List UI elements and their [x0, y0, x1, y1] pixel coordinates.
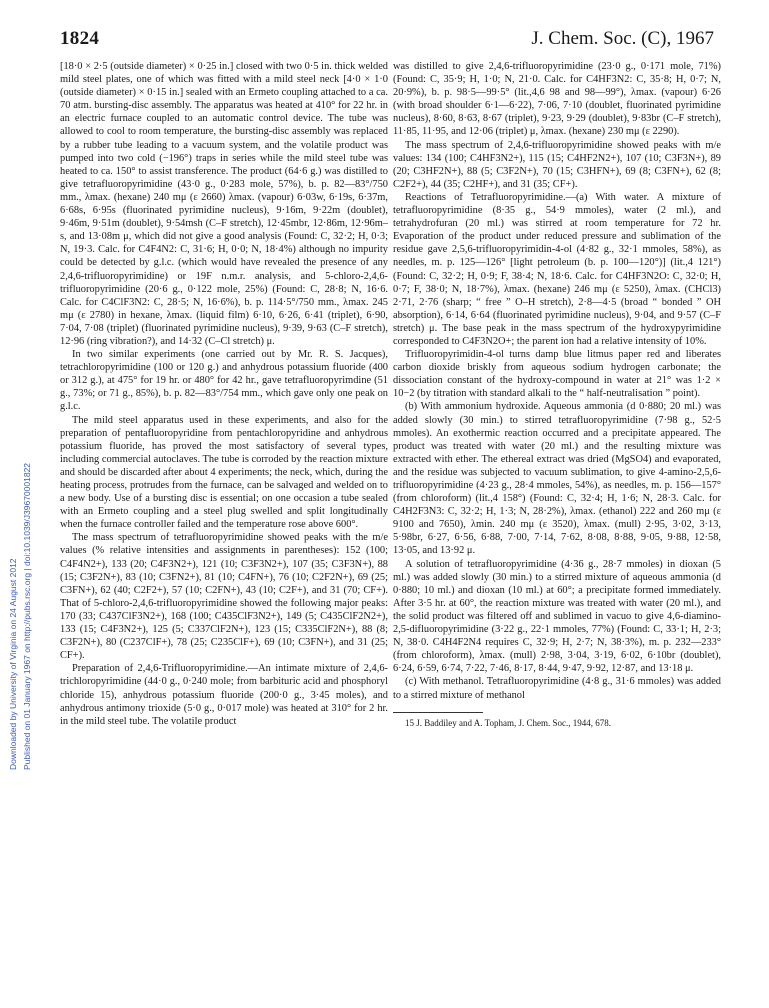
paragraph: The mass spectrum of 2,4,6-trifluoropyrimidine showed peaks with m/e values: 134 (100; C4HF3N2+), 115 (15; C4HF2N2+), 107 (10; C3F3N+), 89 (20; C3HF2N+), 88 (5; C3F2N+), 70 (15; C3HFN+), 69 (8; C3FN+), 62 (8; C2F2+), 44 (35; C2HF+), and 31 (35; CF+). [393, 139, 721, 190]
download-notice[interactable]: Downloaded by University of Virginia on 24 August 2012 [8, 558, 18, 770]
paragraph: In two similar experiments (one carried out by Mr. R. S. Jacques), tetrachloropyrimidine (100 or 120 g.) and anhydrous potassium fluoride (400 or 312 g.), at 475° for 19 hr. or 480° for 42 hr., gave tetrafluoropyrimdine (51 g., 73%; or 71 g., 85%), b. p. 82—83°/754 mm., which gave only one peak on g.l.c. [60, 349, 388, 413]
paragraph: was distilled to give 2,4,6-trifluoropyrimidine (23·0 g., 0·171 mole, 71%) (Found: C, 35·9; H, 1·0; N, 21·0. Calc. for C4HF3N2: C, 35·8; H, 0·7; N, 20·9%), b. p. 98·5—99·5° (lit.,4,6 98 and 98—99°), λmax. (vapour) 6·26 (with broad shoulder 6·1—6·22), 7·06, 7·10 (doublet, fluorinated pyrimidine nucleus), 8·60, 8·63, 8·67 (triplet), 9·23, 9·29 (doublet), 9·83br (C–F stretch), 11·85, 11·95, and 12·06 (triplet) μ, λmax. (hexane) 230 mμ (ε 2290). [393, 61, 721, 138]
publication-notice[interactable]: Published on 01 January 1967 on http://pubs.rsc.org | doi:10.1039/J39670001822 [22, 462, 32, 770]
page-number: 1824 [60, 28, 100, 49]
paragraph: Preparation of 2,4,6-Trifluoropyrimidine.—An intimate mixture of 2,4,6-trichloropyrimidine (44·0 g., 0·240 mole; from barbituric acid and phosphoryl chloride 15), anhydrous potassium fluoride (200·0 g., 3·45 moles), and anhydrous antimony trioxide (5·0 g., 0·017 mole) was heated at 310° for 2 hr. in the mild steel tube. The volatile product [60, 663, 388, 727]
paragraph: The mild steel apparatus used in these experiments, and also for the preparation of pentafluoropyridine from pentachloropyridine and anhydrous potassium fluoride, has proved the most satisfactory of several types, including commercial autoclaves. The tube is corroded by the reaction mixture and should be discarded after about 4 experiments; the neck, which, during the heating process, protrudes from the furnace, can be salvaged and welded on to a new body. Use of a bursting disc is essential; on one occasion a tube sealed with an Ermeto coupling and a steel plug swelled and split longitudinally when the furnace controller failed and the temperature rose above 600°. [60, 414, 388, 531]
paragraph: (c) With methanol. Tetrafluoropyrimidine (4·8 g., 31·6 mmoles) was added to a stirred mixture of methanol [393, 676, 721, 701]
paragraph: Trifluoropyrimidin-4-ol turns damp blue litmus paper red and liberates carbon dioxide briskly from aqueous sodium hydrogen carbonate; the dissociation constant of the hydroxy-compound in water at 21° was 1·2 × 10−2 (by titration with standard alkali to the “ half-neutralisation ” point). [393, 349, 721, 400]
paragraph: A solution of tetrafluoropyrimidine (4·36 g., 28·7 mmoles) in dioxan (5 ml.) was added slowly (30 min.) to a stirred mixture of aqueous ammonia (d 0·880; 10 ml.) and dioxan (10 ml.) at 60°; a precipitate formed immediately. After 3·5 hr. at 60°, the reaction mixture was treated with water (20 ml.), and the solid product was filtered off and sublimed in vacuo to give 4,6-diamino-2,5-difluoropyrimidine (3·22 g., 22·1 mmoles, 77%) (Found: C, 33·1; H, 2·3; N, 38·0. C4H4F2N4 requires C, 32·9; H, 2·7; N, 38·3%), m. p. 232—233° (from chloroform), λmax. (mull) 2·98, 3·04, 3·19, 6·02, 6·10br (doublet), 6·24, 6·59, 6·74, 7·22, 7·46, 8·17, 8·44, 9·47, 9·92, 12·87, and 13·18 μ. [393, 558, 721, 675]
footnote: 15 J. Baddiley and A. Topham, J. Chem. Soc., 1944, 678. [405, 717, 611, 728]
download-watermark [0, 210, 36, 770]
paragraph: [18·0 × 2·5 (outside diameter) × 0·25 in.] closed with two 0·5 in. thick welded mild steel plates, one of which was fitted with a mild steel neck [4·0 × 1·0 (outside diameter) × 0·15 in.] sealed with an Ermeto coupling attached to a ca. 70 atm. bursting-disc assembly. The apparatus was heated at 410° for 22 hr. in an electric furnace coupled to an automatic control device. The tube was allowed to cool to room temperature, the bursting-disc assembly was replaced by a rubber tube leading to a vacuum system, and the volatile product was pumped into two cold (−196°) traps in series while the mild steel tube was heated to ca. 150° to assist transference. The product (64·6 g.) was distilled to give tetrafluoropyrimidine (43·0 g., 0·283 mole, 57%), b. p. 82—83°/750 mm., λmax. (hexane) 240 mμ (ε 2660) λmax. (vapour) 6·03w, 6·19s, 6·37m, 6·68s, 6·95s (fluorinated pyrimidine nucleus), 9·16m, 9·22m (doublet), 9·46m, 9·51m (doublet), 9·54msh (C–F stretch), 12·45mbr, 12·86m, 12·96m–s, and 13·08m μ, which did not give a good analysis (Found: C, 32·2; H, 0·3; N, 19·3. Calc. for C4F4N2: C, 31·6; H, 0·0; N, 18·4%) although no impurity could be detected by g.l.c. (which would have revealed the presence of any 2,4,6-trifluoropyrimidine) or 19F n.m.r. analysis, and 5-chloro-2,4,6-trifluoropyrimidine (20·6 g., 0·122 mole, 25%) (Found: C, 28·8; N, 16·6. Calc. for C4ClF3N2: C, 28·5; N, 16·6%), b. p. 114·5°/750 mm., λmax. 245 mμ (ε 2780) in hexane, λmax. (liquid film) 6·10, 6·26, 6·41 (triplet), 6·90, 7·04, 7·08 (triplet) (fluorinated pyrimidine nucleus), 9·39, 9·63 (C–F stretch), 12·96 (ring vibration?), and 14·32 (C–Cl stretch) μ. [60, 61, 388, 347]
left-column [60, 60, 388, 1000]
paragraph: The mass spectrum of tetrafluoropyrimidine showed peaks with the m/e values (% relative intensities and assignments in parentheses): 152 (100; C4F4N2+), 133 (20; C4F3N2+), 121 (10; C3F3N2+), 107 (35; C3F3N+), 88 (15; C3F2N+), 83 (10; C3FN2+), 81 (10; C4FN+), 76 (10; C2F2N+), 69 (25; C3FN+), 62 (40; C2F2+), 57 (10; C2FN+), 43 (10; C2F+), and 31 (70; CF+). That of 5-chloro-2,4,6-trifluoropyrimidine showed the following major peaks: 170 (33; C437ClF3N2+), 168 (100; C435ClF3N2+), 149 (5; C435ClF2N2+), 133 (15; C4F3N2+), 125 (5; C337ClF2N+), 123 (15; C335ClF2N+), 88 (8; C3F2N+), 80 (C237ClF+), 78 (25; C235ClF+), 69 (10; C3FN+), and 31 (25; CF+). [60, 532, 388, 662]
paragraph: Reactions of Tetrafluoropyrimidine.—(a) With water. A mixture of tetrafluoropyrimidine (8·35 g., 54·9 mmoles), water (2 ml.), and tetrahydrofuran (20 ml.) was stirred at room temperature for 72 hr. Evaporation of the product under reduced pressure and sublimation of the residue gave 2,5,6-trifluoropyrimidin-4-ol (4·82 g., 32·1 mmoles, 58%), as needles, m. p. 125—126° [light petroleum (b. p. 100—120°)] (lit.,4 121°) (Found: C, 32·2; H, 0·9; F, 38·4; N, 18·6. Calc. for C4HF3N2O: C, 32·0; H, 0·7; F, 38·0; N, 18·7%), λmax. (hexane) 246 mμ (ε 5250), λmax. (CHCl3) 2·71, 2·76 (sharp; “ free ” O–H stretch), 2·8—4·5 (broad “ bonded ” OH absorption), 6·14, 6·64 (fluorinated pyrimidine nucleus), 9·04, and 9·57 (C–F stretch) μ. The base peak in the mass spectrum of the hydroxypyrimidine corresponded to C4F3N2O+; the parent ion had a relative intensity of 10%. [393, 191, 721, 347]
journal-reference: J. Chem. Soc. (C), 1967 [531, 28, 714, 49]
right-column [393, 60, 721, 1000]
paragraph: (b) With ammonium hydroxide. Aqueous ammonia (d 0·880; 20 ml.) was added slowly (30 min.) to stirred tetrafluoropyrimidine (7·98 g., 52·5 mmoles). An exothermic reaction occurred and a precipitate appeared. The product was treated with water (20 ml.) and the resulting mixture was extracted with ether. The ethereal extract was dried (MgSO4) and evaporated, and the residue was subjected to vacuum sublimation, to give 4-amino-2,5,6-trifluoropyrimidine (4·23 g., 28·4 mmoles, 54%), as needles, m. p. 156—157° (from chloroform) (lit.,4 158°) (Found: C, 32·4; H, 1·6; N, 28·3. Calc. for C4H2F3N3: C, 32·2; H, 1·3; N, 28·2%), λmax. (ethanol) 222 and 260 mμ (ε 9100 and 7650), λmin. 240 mμ (ε 3520), λmax. (mull) 2·95, 3·02, 3·13, 5·98br, 6·27, 6·56, 6·88, 7·00, 7·14, 7·62, 8·08, 8·88, 9·05, 9·88, 12·58, 13·05, and 13·92 μ. [393, 401, 721, 557]
footnote-divider [393, 712, 483, 713]
